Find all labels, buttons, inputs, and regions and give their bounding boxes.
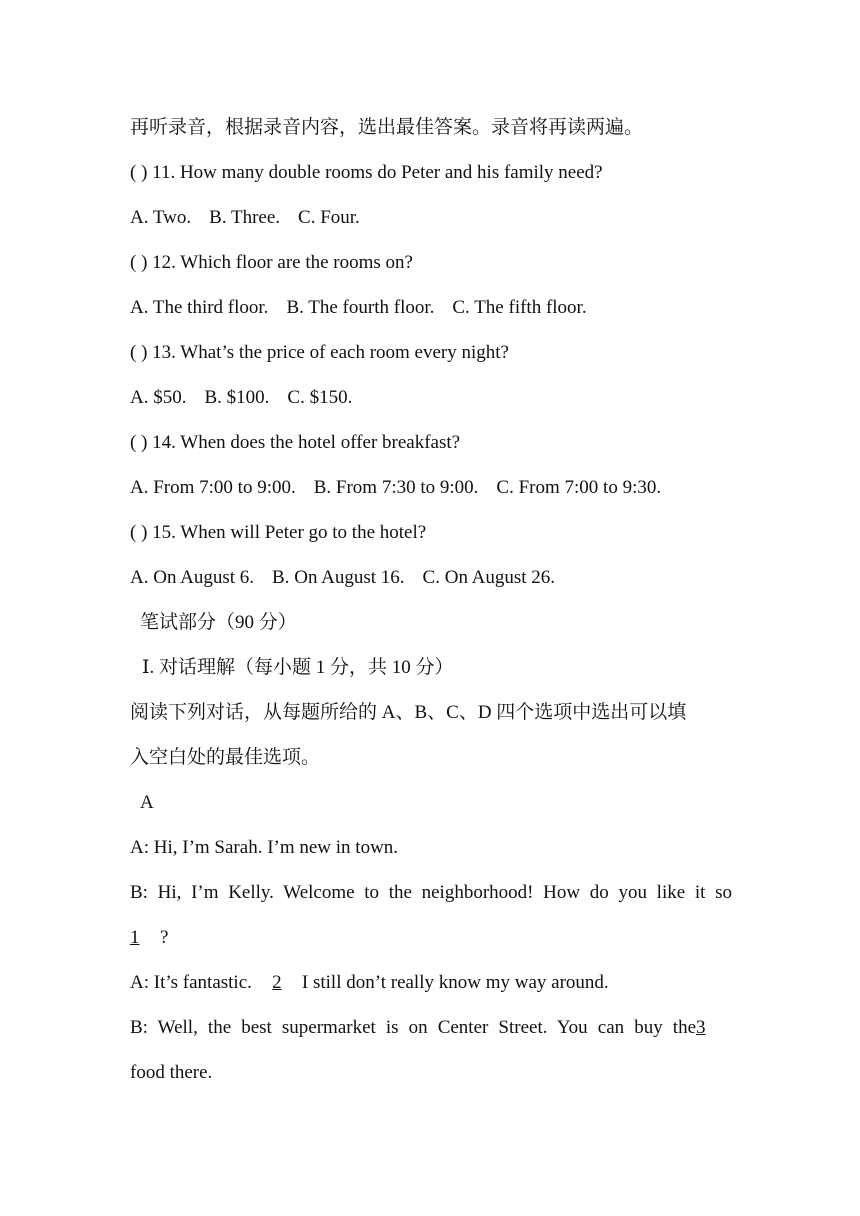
option-c: C. Four. (298, 207, 360, 228)
part1-title: Ⅰ. 对话理解（每小题 1 分，共 10 分） (142, 657, 454, 678)
part1-instruction-line1: 阅读下列对话，从每题所给的 A、B、C、D 四个选项中选出可以填 (130, 702, 687, 723)
dialogue-line-6: food there. (130, 1062, 213, 1083)
question-13-options (130, 375, 732, 420)
option-c: C. The fifth floor. (452, 297, 587, 318)
blank-1: 1 (130, 927, 140, 948)
option-a: A. The third floor. (130, 297, 269, 318)
dialogue-line-2: B: Hi, I’m Kelly. Welcome to the neighborhood! How do you like it so (130, 882, 732, 903)
option-b: B. On August 16. (272, 567, 405, 588)
dialogue-line-3 (130, 915, 732, 960)
dialogue-line-3-end: ? (160, 927, 169, 948)
option-c: C. From 7:00 to 9:30. (496, 477, 662, 498)
dialogue-line-5 (130, 1005, 732, 1050)
question-15-stem: ( ) 15. When will Peter go to the hotel? (130, 522, 427, 543)
option-a: A. $50. (130, 387, 187, 408)
question-11-stem: ( ) 11. How many double rooms do Peter and his family need? (130, 162, 603, 183)
option-a: A. Two. (130, 207, 192, 228)
option-b: B. The fourth floor. (286, 297, 435, 318)
option-a: A. On August 6. (130, 567, 255, 588)
option-b: B. From 7:30 to 9:00. (313, 477, 479, 498)
document-page (130, 105, 732, 1095)
dialogue-line-4-start: A: It’s fantastic. (130, 972, 252, 993)
option-c: C. On August 26. (422, 567, 556, 588)
part1-instruction-line2: 入空白处的最佳选项。 (130, 747, 321, 768)
dialogue-line-4-end: I still don’t really know my way around. (301, 972, 609, 993)
question-13-stem: ( ) 13. What’s the price of each room every night? (130, 342, 509, 363)
question-15-options (130, 555, 732, 600)
dialogue-label: A (140, 792, 154, 813)
dialogue-line-5-start: B: Well, the best supermarket is on Center Street. You can buy the (130, 1017, 696, 1038)
blank-2: 2 (272, 972, 282, 993)
question-14-stem: ( ) 14. When does the hotel offer breakfast? (130, 432, 461, 453)
question-11-options (130, 195, 732, 240)
option-b: B. Three. (209, 207, 281, 228)
option-b: B. $100. (204, 387, 270, 408)
question-12-options (130, 285, 732, 330)
blank-3: 3 (696, 1017, 706, 1038)
question-12-stem: ( ) 12. Which floor are the rooms on? (130, 252, 413, 273)
written-section-title: 笔试部分（90 分） (140, 612, 297, 633)
dialogue-line-1: A: Hi, I’m Sarah. I’m new in town. (130, 837, 399, 858)
option-c: C. $150. (287, 387, 353, 408)
dialogue-line-4 (130, 960, 732, 1005)
listen-again-instruction: 再听录音，根据录音内容，选出最佳答案。录音将再读两遍。 (130, 117, 644, 138)
option-a: A. From 7:00 to 9:00. (130, 477, 296, 498)
question-14-options (130, 465, 732, 510)
